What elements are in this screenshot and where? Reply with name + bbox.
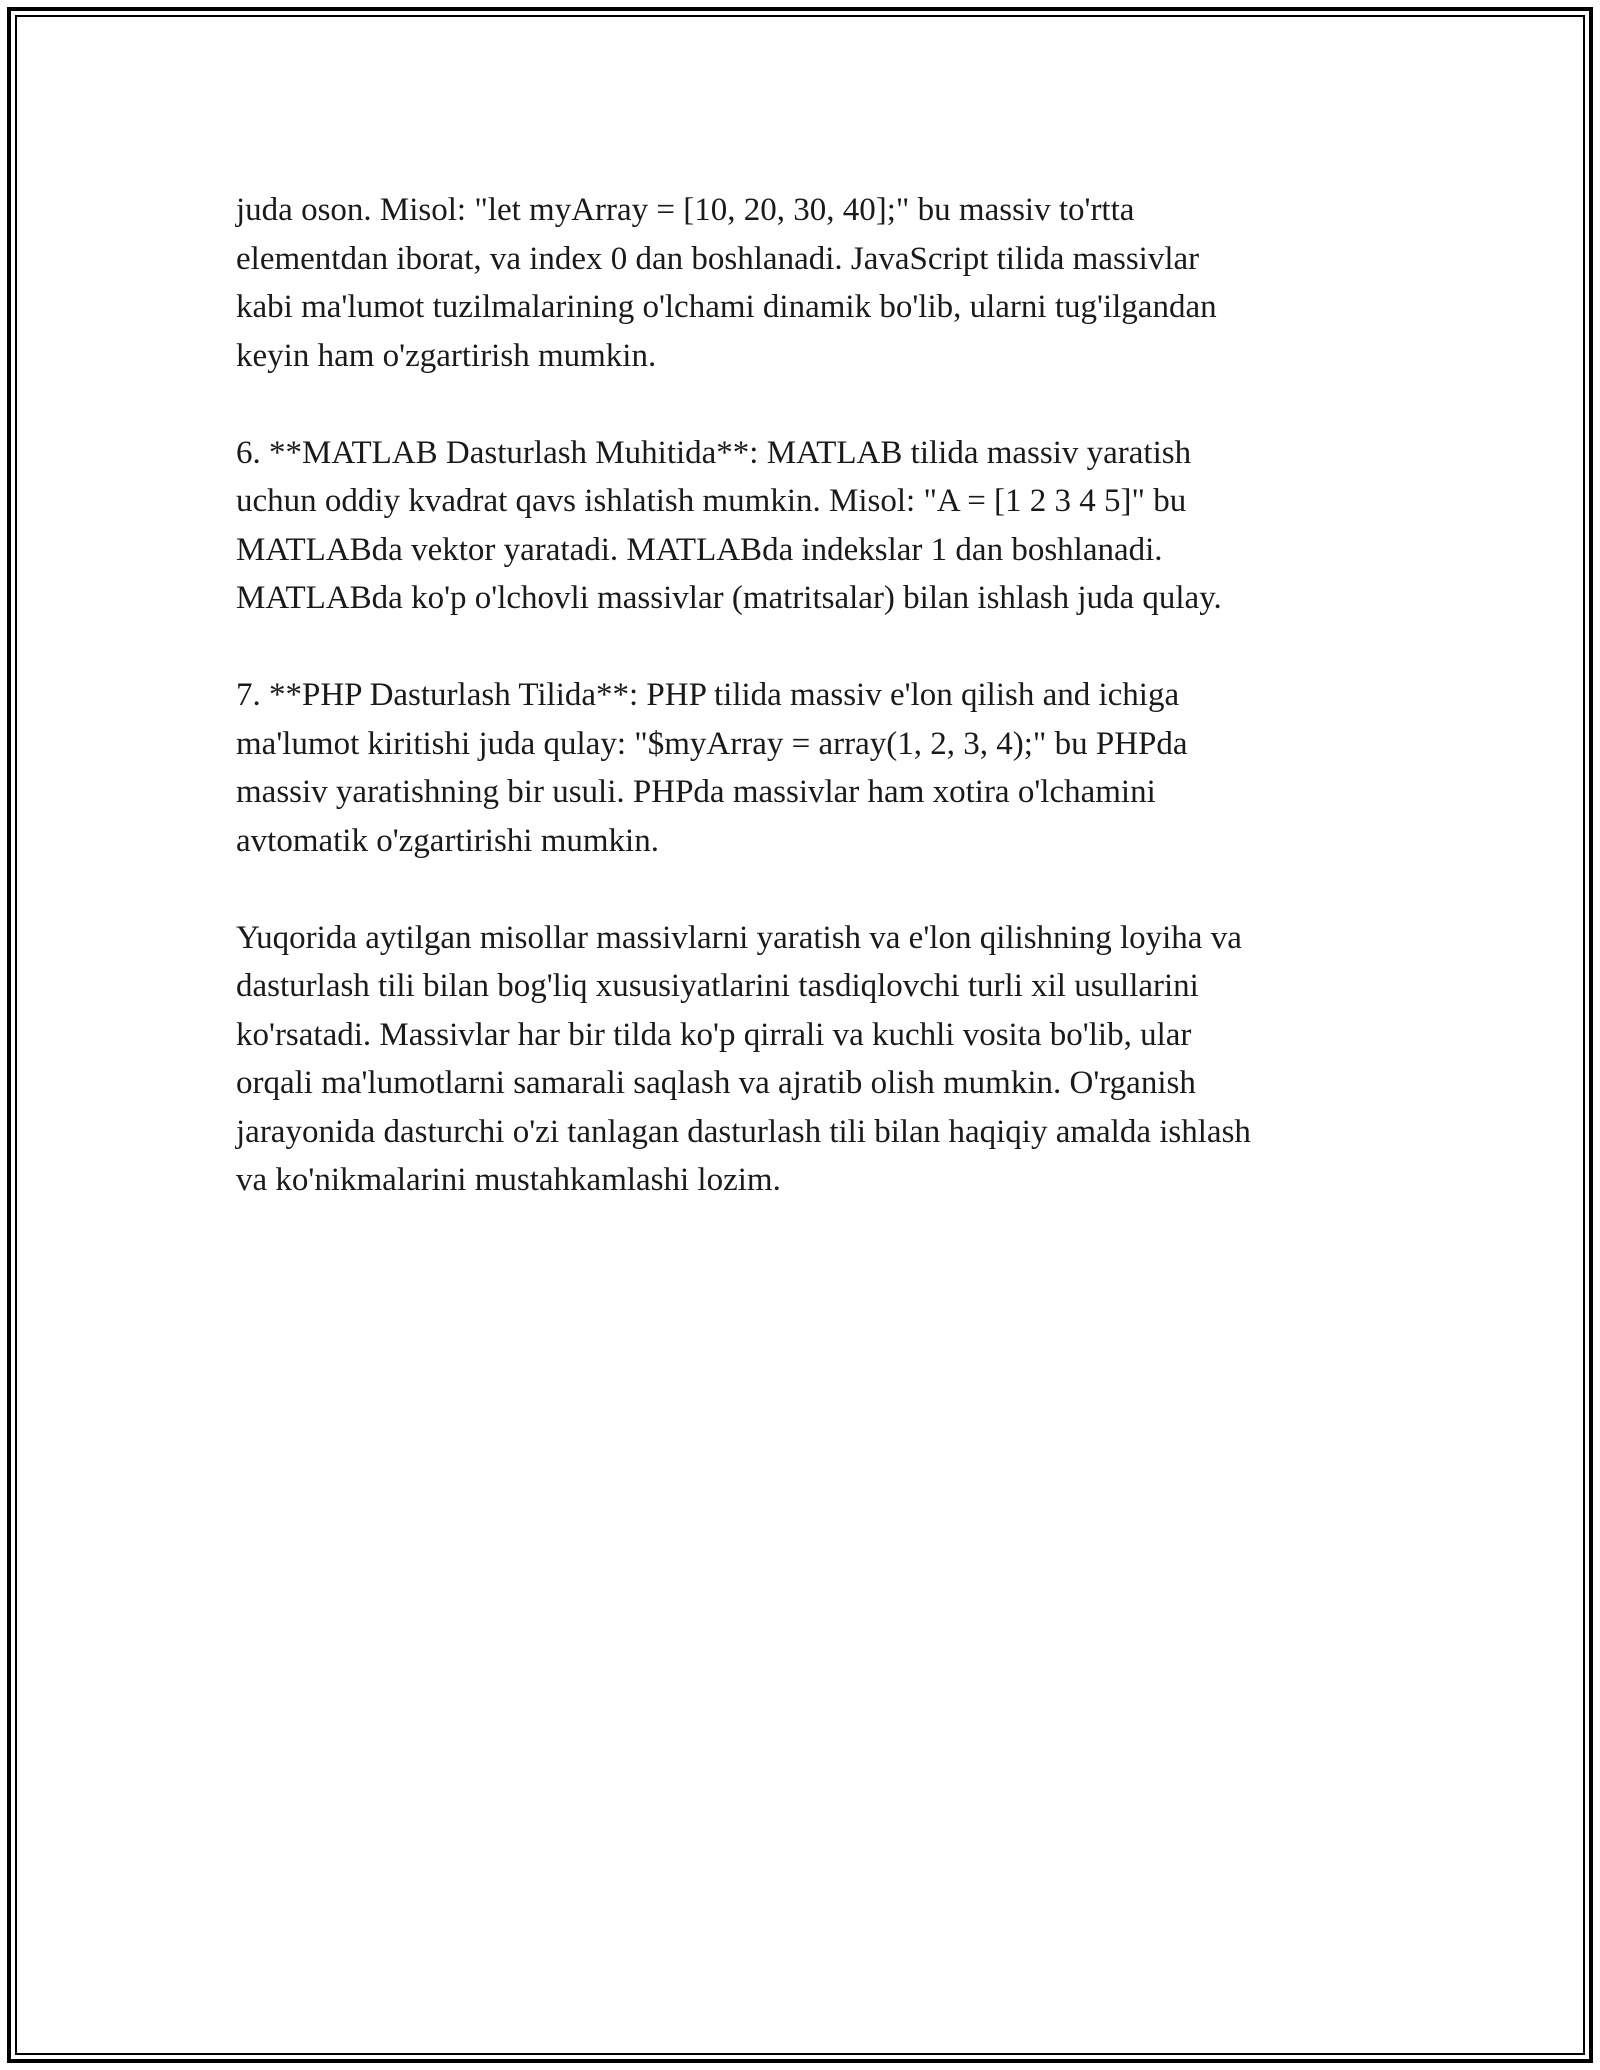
paragraph-conclusion: Yuqorida aytilgan misollar massivlarni yaratish va e'lon qilishning loyiha va dasturlash tili bilan bog'liq xususiyatlarini tasdiqlovchi turli xil usullarini ko'rsatadi. Massivlar har bir tilda ko'p qirrali va kuchli vosita bo'lib, ular orqali ma'lumotlarni samarali saqlash va ajratib olish mumkin. O'rganish jarayonida dasturchi o'zi tanlagan dasturlash tili bilan haqiqiy amalda ishlash va ko'nikmalarini mustahkamlashi lozim. bbox=[236, 919, 1251, 1198]
document-body bbox=[236, 186, 1376, 1253]
paragraph-php-arrays: 7. **PHP Dasturlash Tilida**: PHP tilida massiv e'lon qilish and ichiga ma'lumot kiritishi juda qulay: "$myArray = array(1, 2, 3, 4);" bu PHPda massiv yaratishning bir usuli. PHPda massivlar ham xotira o'lchamini avtomatik o'zgartirishi mumkin. bbox=[236, 677, 1188, 859]
paragraph-matlab-arrays: 6. **MATLAB Dasturlash Muhitida**: MATLAB tilida massiv yaratish uchun oddiy kvadrat qavs ishlatish mumkin. Misol: "A = [1 2 3 4 5]" bu MATLABda vektor yaratadi. MATLABda indekslar 1 dan boshlanadi. MATLABda ko'p o'lchovli massivlar (matritsalar) bilan ishlash juda qulay. bbox=[236, 434, 1222, 616]
paragraph-javascript-arrays: juda oson. Misol: "let myArray = [10, 20, 30, 40];" bu massiv to'rtta elementdan iborat, va index 0 dan boshlanadi. JavaScript tilida massivlar kabi ma'lumot tuzilmalarining o'lchami dinamik bo'lib, ularni tug'ilgandan keyin ham o'zgartirish mumkin. bbox=[236, 192, 1217, 374]
